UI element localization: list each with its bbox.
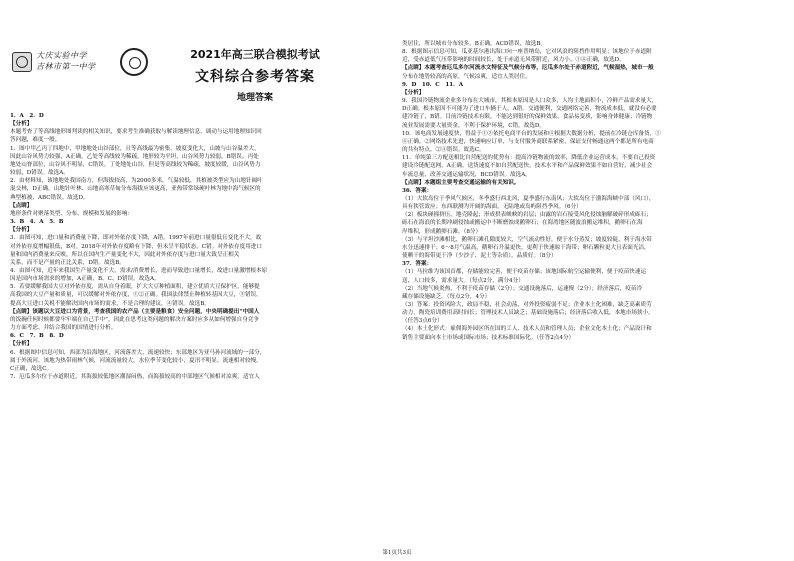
answer-line: 车流总量，改善交通运输状况，BCD错误。故选A。 [402, 171, 531, 178]
answer-line: 因此山谷风势力较强，A正确。乙处等高线较为稀疏，地形较为平坦，山谷风势力较弱，B错误。丙处 [10, 153, 259, 160]
answer-line: 36．答案： [402, 187, 433, 194]
answer-line: ④正确。②网络技术先进，快速响应订单，与支付服务商联系紧密，保证支付畅通这两个都是所有电商 [402, 138, 654, 145]
answer-line: 【分析】 [402, 89, 425, 96]
answer-line: 【分析】 [10, 227, 33, 234]
answer-line: 量和国内消费量来反映，所以在国内生产量变化不大，因此对外依存度与进口量大致呈正相关 [10, 251, 240, 258]
answer-line: 藏存储设施缺乏。（每点2分，4分） [402, 293, 491, 300]
answer-line: 3．B 4．A 5．B [10, 219, 64, 226]
answer-line: 分布在地势较高的高原，气候凉爽，适宜人类居住。 [402, 73, 531, 80]
answer-line: （3）答案：投资风险大，政局不稳，社会动荡，对外投资疲弱不足；企业本土化困难，缺乏高素质劳 [402, 302, 652, 308]
answer-line: 建冷链了，B错。目前冷链技术有限，不能达到很好的保鲜效果，食品易变质，影响身体健康；冷链物 [402, 114, 653, 121]
answer-line: 属于外流河，该地为热带雨林气候，河流流量较大，水位季节变化较小，夏汛不明显，流速相对较慢。 [10, 357, 262, 364]
answer-line: （1）大软岛位于季风气候区，冬季盛行西北风，夏季盛行东南风；大软岛位于渤海海峡中部（风口）， [402, 195, 655, 202]
page-footer: 第1页共3页 [382, 550, 412, 556]
answer-line: 关系，而不是产量的正比关系，D错。故选B。 [10, 259, 125, 266]
answer-line: 答问题，难度一般。 [10, 137, 61, 144]
answer-line: 【点睛】该题以大豆进口为背景，考查我国的农产品（主要是粮食）安全问题，中央明确提出“中国人 [10, 308, 260, 315]
school-seal-icon [120, 48, 148, 76]
answer-line: 具有狭管效应；东西联测为开阔的海面，无陆地或岛屿阻挡季风。（6分） [402, 204, 582, 211]
school-name-1: 大庆实验中学 [36, 51, 87, 60]
answer-line: （2）当地气候炎热，不利于疫苗存储（2分）；交通设施落后，运速慢（2分）；经济落后，疫苗冷 [402, 285, 643, 292]
answer-line: （任答3点6分） [402, 318, 443, 325]
answer-line: 提高大豆进口关税不能解决国内市场的需求，不是合理的建议，④错误。故选B。 [10, 300, 210, 307]
answer-line: （1）马拉维为该国首都，存储能较完善，便于疫苗存储；该地国际航空运输便利，便于疫苗快速运 [402, 269, 647, 276]
answer-line: 2．由材料知，该地地处我国南方，但海拔较高，为2000多米，气温较低，其植被类型应为山地针阔叶 [10, 178, 263, 185]
answer-line: 37．答案： [402, 261, 433, 268]
answer-line: 1．A 2．D [10, 113, 44, 119]
answer-line: 建设冷链配送网，A正确。送货速度不如自营配送快，技术水平和产品保鲜效果不如自营好，减少社会 [402, 163, 653, 170]
answer-line: 岸堆积，形成鹅卵石滩。（8分） [402, 228, 482, 235]
answer-line: 10．该电商发展速度快，得益于①③依托电商平台的发展和④根据大数据分析，提前在冷链仓库备货，① [402, 130, 661, 137]
answer-line: D正确。根本原因不可能为了进口车辆于人，A错。交通便利，交通网络完善，物流成本低，就没有必要 [402, 106, 657, 113]
answer-line: 的共有特点，②④错误。故选C。 [402, 147, 485, 154]
answer-line: 11．单纯第三方配送相比自营配送的优势有：提高冷链物流的效率，降低企业运营成本，不要自己投资 [402, 155, 656, 162]
answer-line: 9．D 10．C 11．A [402, 81, 464, 88]
answer-line: 7．厄瓜多尔位于赤道附近，其海拔较低地区潮湿闷热，而海拔较高的中部地区气候相对凉爽，适宜人 [10, 374, 260, 380]
answer-line: 砾石在海浪的长期冲刷侵蚀或搬运中不断磨蚀成鹅卵石；在海湾地区随波浪搬运堆积，鹅卵石在海 [402, 220, 643, 227]
exam-title: 2021年高三联合模拟考试 [190, 48, 320, 61]
answer-line: 5．若要缓解我国大豆对外依存度，需从自身着眼，扩大大豆种植面积，建立优质大豆保护区，能够提 [10, 284, 260, 291]
section-title: 地理答案 [236, 93, 273, 103]
answer-line: 地形条件对聚落类型、分布、规模和发展的影响： [10, 210, 134, 217]
answer-line: 典型植被，ABC错误。故选D。 [10, 194, 89, 201]
answer-line: 3．由图可知，进口量和消费量下降，即对外依存度下降，A错。1997年前进口量很低且变化不大，故 [10, 235, 262, 242]
school-name-2: 吉林市第一中学 [36, 62, 96, 71]
answer-line: 9．我国冷链物流企业多分布在大城市，其根本原因是人口众多，人均土地面积小，冷鲜产品需求量大， [402, 98, 658, 105]
left-column [10, 112, 396, 381]
answer-line: 1．图中甲乙丙丁四地中，甲地地处山谷部位，且等高线最为密集，坡度变化大，山坡与山谷温差大， [10, 145, 260, 152]
answer-line: 4．由图可知，近年来我国生产量变化不大，需求/消费增长，进而导致进口量增长，故进口量激增根本原 [10, 267, 268, 274]
answer-line: 6．C 7．B 8．D [10, 333, 64, 340]
answer-line: （4）本土化形式：雇佣海外园区所在国的工人、技术人员和管理人员；企业文化本土化；产品设计和 [402, 326, 652, 333]
answer-line: C正确，故选C。 [10, 365, 53, 372]
answer-line: 8．根据图示信息可知，瓜亚基尔港出海口向一座普纳岛，它对风浪的阻挡作用明显；该地位于赤道附 [402, 49, 652, 56]
answer-line: （2）板块碰撞挤压，地壳隆起；形成拱表峡峡的岩层；由露的岩石接受风化侵蚀脑解破碎形成砾石； [402, 212, 652, 219]
answer-line: 类居住，所以城市分布较多。B正确，ACD错误，故选B。 [402, 41, 547, 47]
right-column [402, 40, 786, 342]
answer-line: 的饭碗任何时候都要牢牢端在自己手中”，因此在思考这类问题的解决方案时应多从如何增强自身竞争 [10, 316, 259, 323]
answer-line: 对外依存度增幅很低，B对。2018年对外依存度略有下降，但未呈平稳状态，C错。对外依存度用进口 [10, 243, 262, 250]
answer-line: （3）与平坦沙滩相比，鹅卵石滩孔隙度较大，空气流动性好，便于水分蒸发；坡度较陡，利于海水带 [402, 236, 652, 243]
answer-line: 水分迅速排干；6～8月气温高，鹅卵石升温更快，更利于快速晾干海带；卵石颗粒更大且表面光洁， [402, 244, 650, 251]
answer-line: 因是国内市场需求的增加，A正确，B、C、D错误。故选A。 [10, 276, 160, 283]
school-names [36, 50, 96, 72]
answer-line: 近，受赤道低气压带影响的时间较长，处于赤道无风带附近，风力小。①④正确，故选D。 [402, 57, 625, 64]
answer-line: 混交林，D正确。山地针叶林、山地高寒草甸分布海拔应该更高，亚热带常绿硬叶林为地中海气候区的 [10, 186, 261, 193]
exam-subtitle: 文科综合参考答案 [195, 69, 315, 85]
answer-line: 较弱，D错误。故选A。 [10, 170, 69, 177]
answer-line: 销售主要面向本土市场或国际市场；技术标准国际化。（任答2点4分） [402, 334, 575, 341]
answer-line: 使晒干的海带更干净（少沙子、泥土等杂质），品质好。（8分） [402, 253, 557, 260]
answer-line: 【分析】 [10, 121, 33, 128]
answer-line: 力方面考虑，并结合我国的国情进行分析。 [10, 325, 117, 332]
answer-line: 流业发展需要大量资金，不利于保护环境，C错。故选D。 [402, 122, 546, 129]
answer-line: 【点睛】本题考查厄瓜多尔河流水文特征及气候分布等，厄瓜多尔处于赤道附近，气候湿热，城市一般 [402, 65, 654, 72]
answer-line: 【分析】 [10, 341, 33, 348]
answer-line: 【点睛】 [10, 202, 33, 209]
answer-line: 本题考查了等高线地形图判读的相关知识，要求考生准确获取与解读地理信息，调动与运用地理知识回 [10, 129, 262, 136]
answer-line: 6．根据图中信息可知，西部为沿海地区，河流落差大，流速较快；东部地区为亚马孙河流域的一部分， [10, 349, 266, 356]
answer-line: 动力，陶瓷培训费用高时间长；管理技术人员缺乏；基础设施落后；经济落后收入低，本地市场狭小。 [402, 310, 654, 317]
answer-line: 地处山脊部位，山谷风不明显，C错误。丁处地处山谷，但是等高线较为稀疏，坡度较缓，山谷风势力 [10, 161, 261, 168]
answer-line: 高我国的大豆产量和质量，可以缓解对外依存度，①②正确。我国法律禁止种植转基因大豆，③错误。 [10, 292, 262, 299]
school-logo-icon [12, 52, 32, 72]
answer-line: 【点睛】本题组主要考查交通运输的有关知识。 [402, 179, 520, 186]
answer-line: 送，人口较多，需求量大。（每点2分，满分4分） [402, 277, 524, 284]
